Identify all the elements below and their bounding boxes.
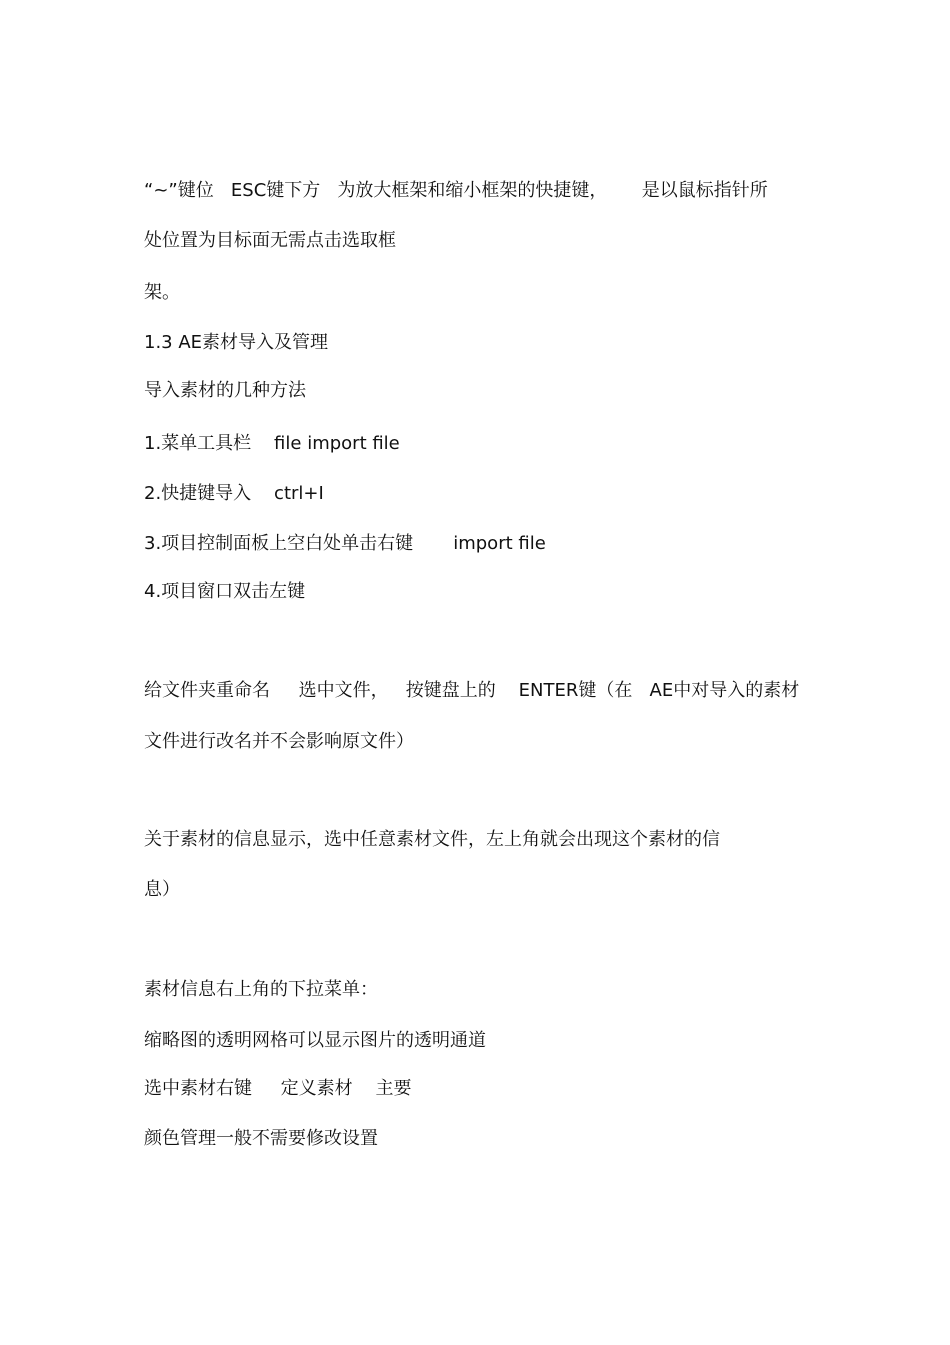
paragraph-line: 文件进行改名并不会影响原文件） bbox=[144, 731, 414, 752]
list-item: 2.快捷键导入 ctrl+I bbox=[144, 483, 324, 504]
paragraph-line: 处位置为目标面无需点击选取框 bbox=[144, 230, 396, 251]
list-item: 1.菜单工具栏 file import file bbox=[144, 433, 400, 454]
paragraph-line: 给文件夹重命名 选中文件， 按键盘上的 ENTER键（在 AE中对导入的素材 bbox=[144, 680, 800, 701]
list-title: 导入素材的几种方法 bbox=[144, 380, 306, 401]
paragraph-line: 息） bbox=[144, 879, 180, 900]
list-item: 3.项目控制面板上空白处单击右键 import file bbox=[144, 533, 546, 554]
paragraph-line: “~”键位 ESC键下方 为放大框架和缩小框架的快捷键， 是以鼠标指针所 bbox=[144, 180, 768, 201]
section-heading: 1.3 AE素材导入及管理 bbox=[144, 332, 329, 353]
paragraph-line: 关于素材的信息显示，选中任意素材文件，左上角就会出现这个素材的信 bbox=[144, 829, 720, 850]
list-item: 4.项目窗口双击左键 bbox=[144, 581, 306, 602]
list-item: 选中素材右键 定义素材 主要 bbox=[144, 1078, 412, 1099]
list-title: 素材信息右上角的下拉菜单： bbox=[144, 979, 378, 1000]
list-item: 缩略图的透明网格可以显示图片的透明通道 bbox=[144, 1030, 486, 1051]
paragraph-line: 架。 bbox=[144, 282, 180, 303]
list-item: 颜色管理一般不需要修改设置 bbox=[144, 1128, 378, 1149]
